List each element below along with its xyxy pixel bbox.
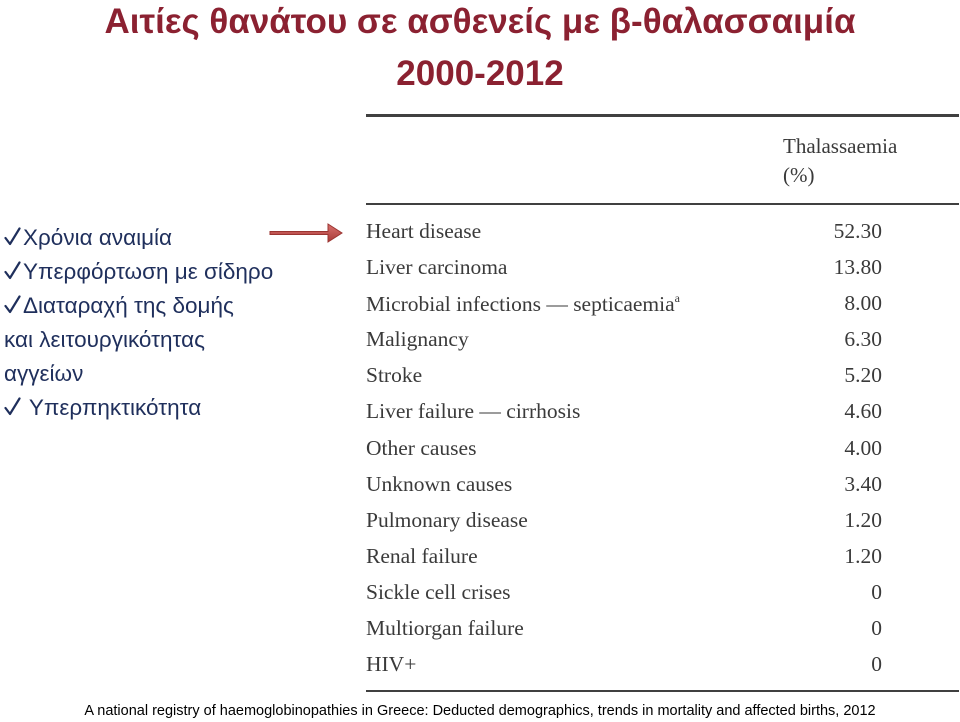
column-header-unit: (%)	[783, 163, 815, 187]
cause-cell: Malignancy	[366, 327, 469, 352]
table-bottom-rule	[366, 690, 959, 692]
value-cell: 4.00	[844, 435, 882, 460]
bullet-text: Υπερφόρτωση με σίδηρο	[23, 259, 274, 284]
table-row	[366, 323, 896, 359]
cause-cell: Pulmonary disease	[366, 507, 528, 532]
table-row	[366, 432, 896, 468]
value-cell: 3.40	[844, 471, 882, 496]
table-row	[366, 504, 896, 540]
bullet-item	[4, 391, 344, 425]
bullet-item	[4, 255, 344, 289]
value-cell: 52.30	[833, 219, 882, 243]
bullet-text: Διαταραχή της δομής	[23, 293, 234, 318]
table-row	[366, 576, 896, 612]
value-cell: 8.00	[844, 291, 882, 316]
value-cell: 1.20	[844, 543, 882, 568]
cause-cell: Unknown causes	[366, 471, 513, 496]
value-cell: 1.20	[844, 507, 882, 532]
table-row	[366, 468, 896, 504]
table-row	[366, 359, 896, 395]
bullet-list	[4, 221, 344, 425]
table-top-rule	[366, 114, 959, 117]
right-arrow-icon	[268, 221, 344, 245]
table-row	[366, 251, 896, 287]
table-row	[366, 612, 896, 648]
cause-text: Microbial infections — septicaemia	[366, 292, 675, 317]
cause-cell: Liver carcinoma	[366, 255, 508, 280]
value-cell: 0	[871, 616, 882, 641]
table-row	[366, 648, 896, 684]
value-cell: 4.60	[844, 399, 882, 424]
value-cell: 13.80	[833, 255, 882, 280]
slide-subtitle-years: 2000-2012	[396, 54, 564, 93]
cause-cell: Heart disease	[366, 219, 482, 243]
footnote-marker: a	[674, 291, 680, 306]
column-header	[783, 132, 897, 190]
cause-cell: Sickle cell crises	[366, 579, 511, 604]
bullet-text: Χρόνια αναιμία	[23, 225, 173, 250]
checkmark-icon	[4, 294, 21, 316]
cause-cell: Stroke	[366, 363, 423, 388]
cause-cell	[366, 291, 680, 317]
value-cell: 0	[871, 579, 882, 604]
cause-cell: Liver failure — cirrhosis	[366, 399, 581, 424]
bullet-item	[4, 289, 344, 323]
table-row	[366, 287, 896, 323]
bullet-continuation: αγγείων	[4, 361, 84, 386]
column-header-title: Thalassaemia	[783, 134, 898, 158]
slide-title: Αιτίες θανάτου σε ασθενείς με β-θαλασσαιμία	[104, 2, 856, 41]
mortality-table	[366, 215, 896, 684]
table-row	[366, 540, 896, 576]
cause-cell: Other causes	[366, 435, 477, 460]
checkmark-icon	[4, 226, 21, 248]
value-cell: 5.20	[844, 363, 882, 388]
cause-cell: Renal failure	[366, 543, 478, 568]
source-caption: A national registry of haemoglobinopathies in Greece: Deducted demographics, trends in mortality and affected births, 2012	[84, 703, 876, 719]
bullet-continuation: και λειτουργικότητας	[4, 327, 205, 352]
value-cell: 0	[871, 652, 882, 677]
table-row	[366, 395, 896, 431]
cause-cell: Multiorgan failure	[366, 616, 524, 641]
table-row	[366, 215, 896, 251]
cause-cell: HIV+	[366, 652, 417, 677]
bullet-text: Υπερπηκτικότητα	[23, 395, 202, 420]
checkmark-icon	[4, 260, 21, 282]
value-cell: 6.30	[844, 327, 882, 352]
checkmark-icon	[4, 396, 21, 418]
table-header-rule	[366, 203, 959, 205]
